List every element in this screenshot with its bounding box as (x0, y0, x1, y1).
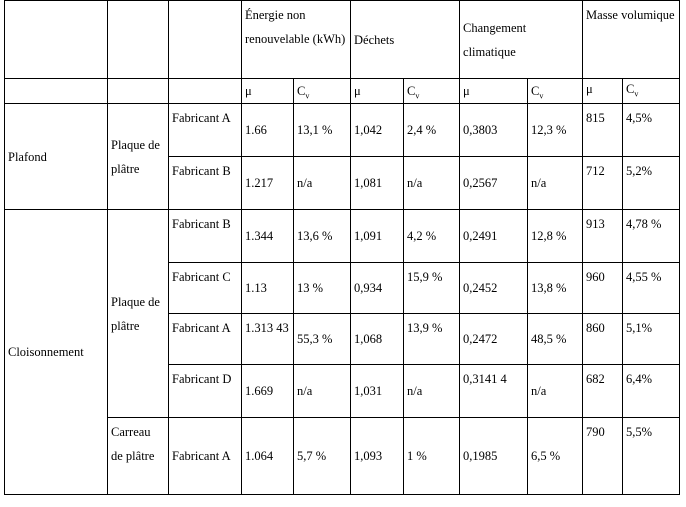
energie-mu-cell: 1.66 (242, 104, 294, 157)
table-row (5, 210, 680, 263)
subheader-mu: μ (351, 79, 404, 104)
material-plaque-de-platre: Plaque de plâtre (108, 210, 169, 418)
material-carreau-de-platre: Carreau de plâtre (108, 418, 169, 495)
subheader-mu: μ (583, 79, 623, 104)
masse-cv-cell: 4,55 % (623, 263, 680, 314)
energie-mu-cell: 1.217 (242, 157, 294, 210)
fabricant-cell: Fabricant A (169, 418, 242, 495)
climat-cv-cell: n/a (528, 157, 583, 210)
climat-cv-cell: 12,3 % (528, 104, 583, 157)
empty-subheader-cell (5, 79, 108, 104)
energie-cv-cell: n/a (294, 365, 351, 418)
empty-header-cell (169, 1, 242, 79)
masse-mu-cell: 860 (583, 314, 623, 365)
energie-mu-cell: 1.313 43 (242, 314, 294, 365)
fabricant-cell: Fabricant C (169, 263, 242, 314)
climat-mu-cell: 0,3803 (460, 104, 528, 157)
energie-cv-cell: n/a (294, 157, 351, 210)
group-plafond: Plafond (5, 104, 108, 210)
group-cloisonnement: Cloisonnement (5, 210, 108, 495)
climat-mu-cell: 0,2567 (460, 157, 528, 210)
dechets-mu-cell: 1,093 (351, 418, 404, 495)
fabricant-cell: Fabricant A (169, 314, 242, 365)
subheader-cv: $C_v$ (528, 79, 583, 104)
empty-subheader-cell (108, 79, 169, 104)
masse-mu-cell: 682 (583, 365, 623, 418)
climat-cv-cell: 12,8 % (528, 210, 583, 263)
climat-cv-cell: 48,5 % (528, 314, 583, 365)
subheader-mu: μ (460, 79, 528, 104)
energie-mu-cell: 1.13 (242, 263, 294, 314)
energie-cv-cell: 13 % (294, 263, 351, 314)
dechets-cv-cell: 1 % (404, 418, 460, 495)
dechets-mu-cell: 1,031 (351, 365, 404, 418)
masse-mu-cell: 913 (583, 210, 623, 263)
dechets-cv-cell: n/a (404, 157, 460, 210)
climat-mu-cell: 0,1985 (460, 418, 528, 495)
climat-mu-cell: 0,2491 (460, 210, 528, 263)
climat-cv-cell: n/a (528, 365, 583, 418)
subheader-cv: $C_v$ (623, 79, 680, 104)
dechets-cv-cell: 4,2 % (404, 210, 460, 263)
masse-cv-cell: 5,1% (623, 314, 680, 365)
subheader-row (5, 79, 680, 104)
dechets-mu-cell: 1,091 (351, 210, 404, 263)
subheader-cv: $C_v$ (404, 79, 460, 104)
energie-cv-cell: 55,3 % (294, 314, 351, 365)
energie-mu-cell: 1.064 (242, 418, 294, 495)
energie-cv-cell: 13,6 % (294, 210, 351, 263)
environmental-data-table (4, 0, 680, 495)
climat-mu-cell: 0,3141 4 (460, 365, 528, 418)
empty-header-cell (108, 1, 169, 79)
header-masse-volumique: Masse volumique (583, 1, 680, 79)
fabricant-cell: Fabricant D (169, 365, 242, 418)
fabricant-cell: Fabricant B (169, 210, 242, 263)
climat-cv-cell: 6,5 % (528, 418, 583, 495)
dechets-cv-cell: 15,9 % (404, 263, 460, 314)
masse-cv-cell: 6,4% (623, 365, 680, 418)
material-plaque-de-platre: Plaque de plâtre (108, 104, 169, 210)
energie-cv-cell: 13,1 % (294, 104, 351, 157)
header-dechets: Déchets (351, 1, 460, 79)
masse-mu-cell: 960 (583, 263, 623, 314)
header-row (5, 1, 680, 79)
energie-mu-cell: 1.344 (242, 210, 294, 263)
header-changement-climatique: Changement climatique (460, 1, 583, 79)
energie-mu-cell: 1.669 (242, 365, 294, 418)
dechets-mu-cell: 1,068 (351, 314, 404, 365)
energie-cv-cell: 5,7 % (294, 418, 351, 495)
dechets-mu-cell: 0,934 (351, 263, 404, 314)
climat-cv-cell: 13,8 % (528, 263, 583, 314)
dechets-cv-cell: 13,9 % (404, 314, 460, 365)
masse-cv-cell: 4,78 % (623, 210, 680, 263)
subheader-mu: μ (242, 79, 294, 104)
dechets-cv-cell: 2,4 % (404, 104, 460, 157)
dechets-mu-cell: 1,081 (351, 157, 404, 210)
header-energie: Énergie non renouvelable (kWh) (242, 1, 351, 79)
dechets-mu-cell: 1,042 (351, 104, 404, 157)
masse-mu-cell: 712 (583, 157, 623, 210)
empty-subheader-cell (169, 79, 242, 104)
masse-mu-cell: 815 (583, 104, 623, 157)
fabricant-cell: Fabricant B (169, 157, 242, 210)
masse-cv-cell: 4,5% (623, 104, 680, 157)
empty-header-cell (5, 1, 108, 79)
fabricant-cell: Fabricant A (169, 104, 242, 157)
table-row (5, 104, 680, 157)
masse-mu-cell: 790 (583, 418, 623, 495)
subheader-cv: $C_v$ (294, 79, 351, 104)
masse-cv-cell: 5,5% (623, 418, 680, 495)
masse-cv-cell: 5,2% (623, 157, 680, 210)
climat-mu-cell: 0,2472 (460, 314, 528, 365)
dechets-cv-cell: n/a (404, 365, 460, 418)
climat-mu-cell: 0,2452 (460, 263, 528, 314)
